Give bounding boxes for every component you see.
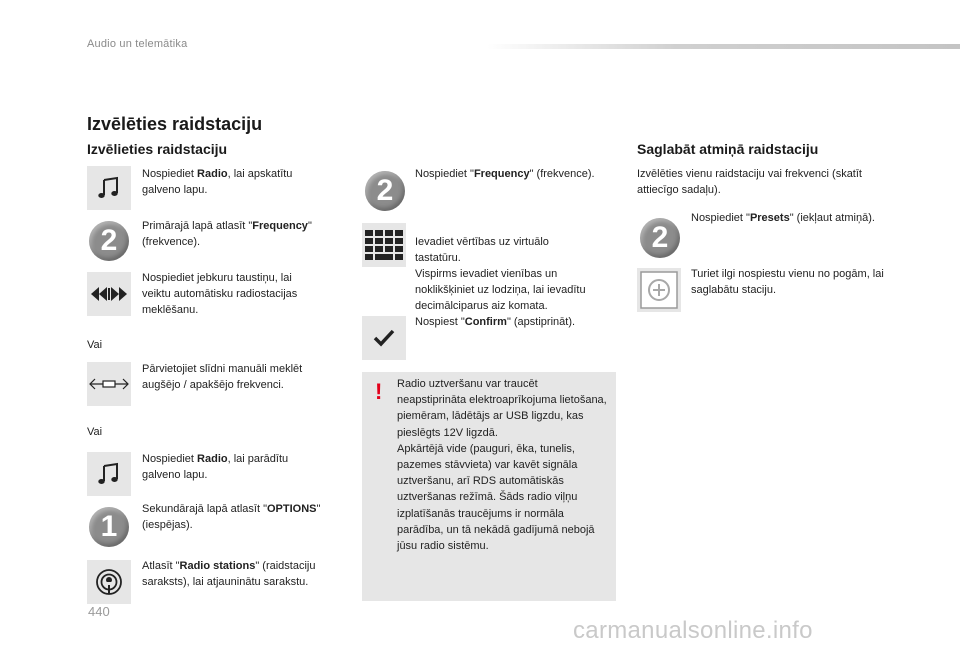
keypad-icon [365,230,403,260]
step-badge: 2 [640,218,680,258]
seek-icon-box [87,272,131,316]
step-text: Nospiediet Radio, lai apskatītu galveno lapu. [142,168,293,196]
step-text: Turiet ilgi nospiestu vienu no pogām, lai saglabātu staciju. [691,268,884,296]
warning-text: Radio uztveršanu var traucēt neapstiprināta elektroaprīkojuma lietošana, piemēram, lādētājs ar USB ligzdu, kas pieslēgts 12V ligzdā. Apkārtējā vide (pauguri, ēka, tunelis, pazemes stāvvieta) var kavēt signāla uztveršanu, arī RDS automātiskās uztveršanas režīmā. Šāds radio viļņu izplatīšanās traucējums ir normāla parādība, un tā nekādā gadījumā nebojā jūsu radio sistēmu. [397,378,607,553]
or-label: Vai [87,426,103,438]
add-preset-icon [640,271,678,309]
step-text: Nospiediet Radio, lai parādītu galveno lapu. [142,453,289,481]
confirm-icon-box [362,316,406,360]
intro-text: Izvēlēties vienu raidstaciju vai frekvenci (skatīt attiecīgo sadaļu). [637,168,862,196]
step-text: Pārvietojiet slīdni manuāli meklēt augšējo / apakšējo frekvenci. [142,363,303,391]
radio-signal-icon [95,568,123,596]
step-text: Nospiest "Confirm" (apstiprināt). [415,316,576,328]
page-number: 440 [88,604,110,619]
section-header: Audio un telemātika [87,38,188,50]
music-note-icon [96,461,122,487]
slider-icon [89,378,129,390]
page-title: Izvēlēties raidstaciju [87,114,263,134]
step-badge: 2 [89,221,129,261]
or-label: Vai [87,339,103,351]
step-text: Nospiediet "Frequency" (frekvence). [415,168,595,180]
radio-button-icon-box [87,166,131,210]
watermark: carmanualsonline.info [573,617,813,644]
step-text: Sekundārajā lapā atlasīt "OPTIONS" (iespējas). [142,503,321,531]
left-heading: Izvēlieties raidstaciju [87,141,228,157]
right-heading: Saglabāt atmiņā raidstaciju [637,141,819,157]
checkmark-icon [373,329,395,347]
header-rule [487,44,960,49]
radio-stations-icon-box [87,560,131,604]
add-preset-icon-box [637,268,681,312]
slider-icon-box [87,362,131,406]
step-text: Atlasīt "Radio stations" (raidstaciju saraksts), lai atjauninātu sarakstu. [142,560,316,588]
step-badge: 1 [89,507,129,547]
step-text: Ievadiet vērtības uz virtuālo tastatūru. Vispirms ievadiet vienības un noklikšķiniet uz lodziņa, lai ievadītu decimālciparus aiz komata. [415,236,586,312]
seek-arrows-icon [89,286,129,302]
step-text: Primārajā lapā atlasīt "Frequency" (frekvence). [142,220,312,248]
step-text: Nospiediet "Presets" (iekļaut atmiņā). [691,212,875,224]
step-badge: 2 [365,171,405,211]
radio-button-icon-box [87,452,131,496]
music-note-icon [96,175,122,201]
step-text: Nospiediet jebkuru taustiņu, lai veiktu automātisku radiostacijas meklēšanu. [142,272,298,316]
warning-icon: ! [375,379,383,404]
keypad-icon-box [362,223,406,267]
